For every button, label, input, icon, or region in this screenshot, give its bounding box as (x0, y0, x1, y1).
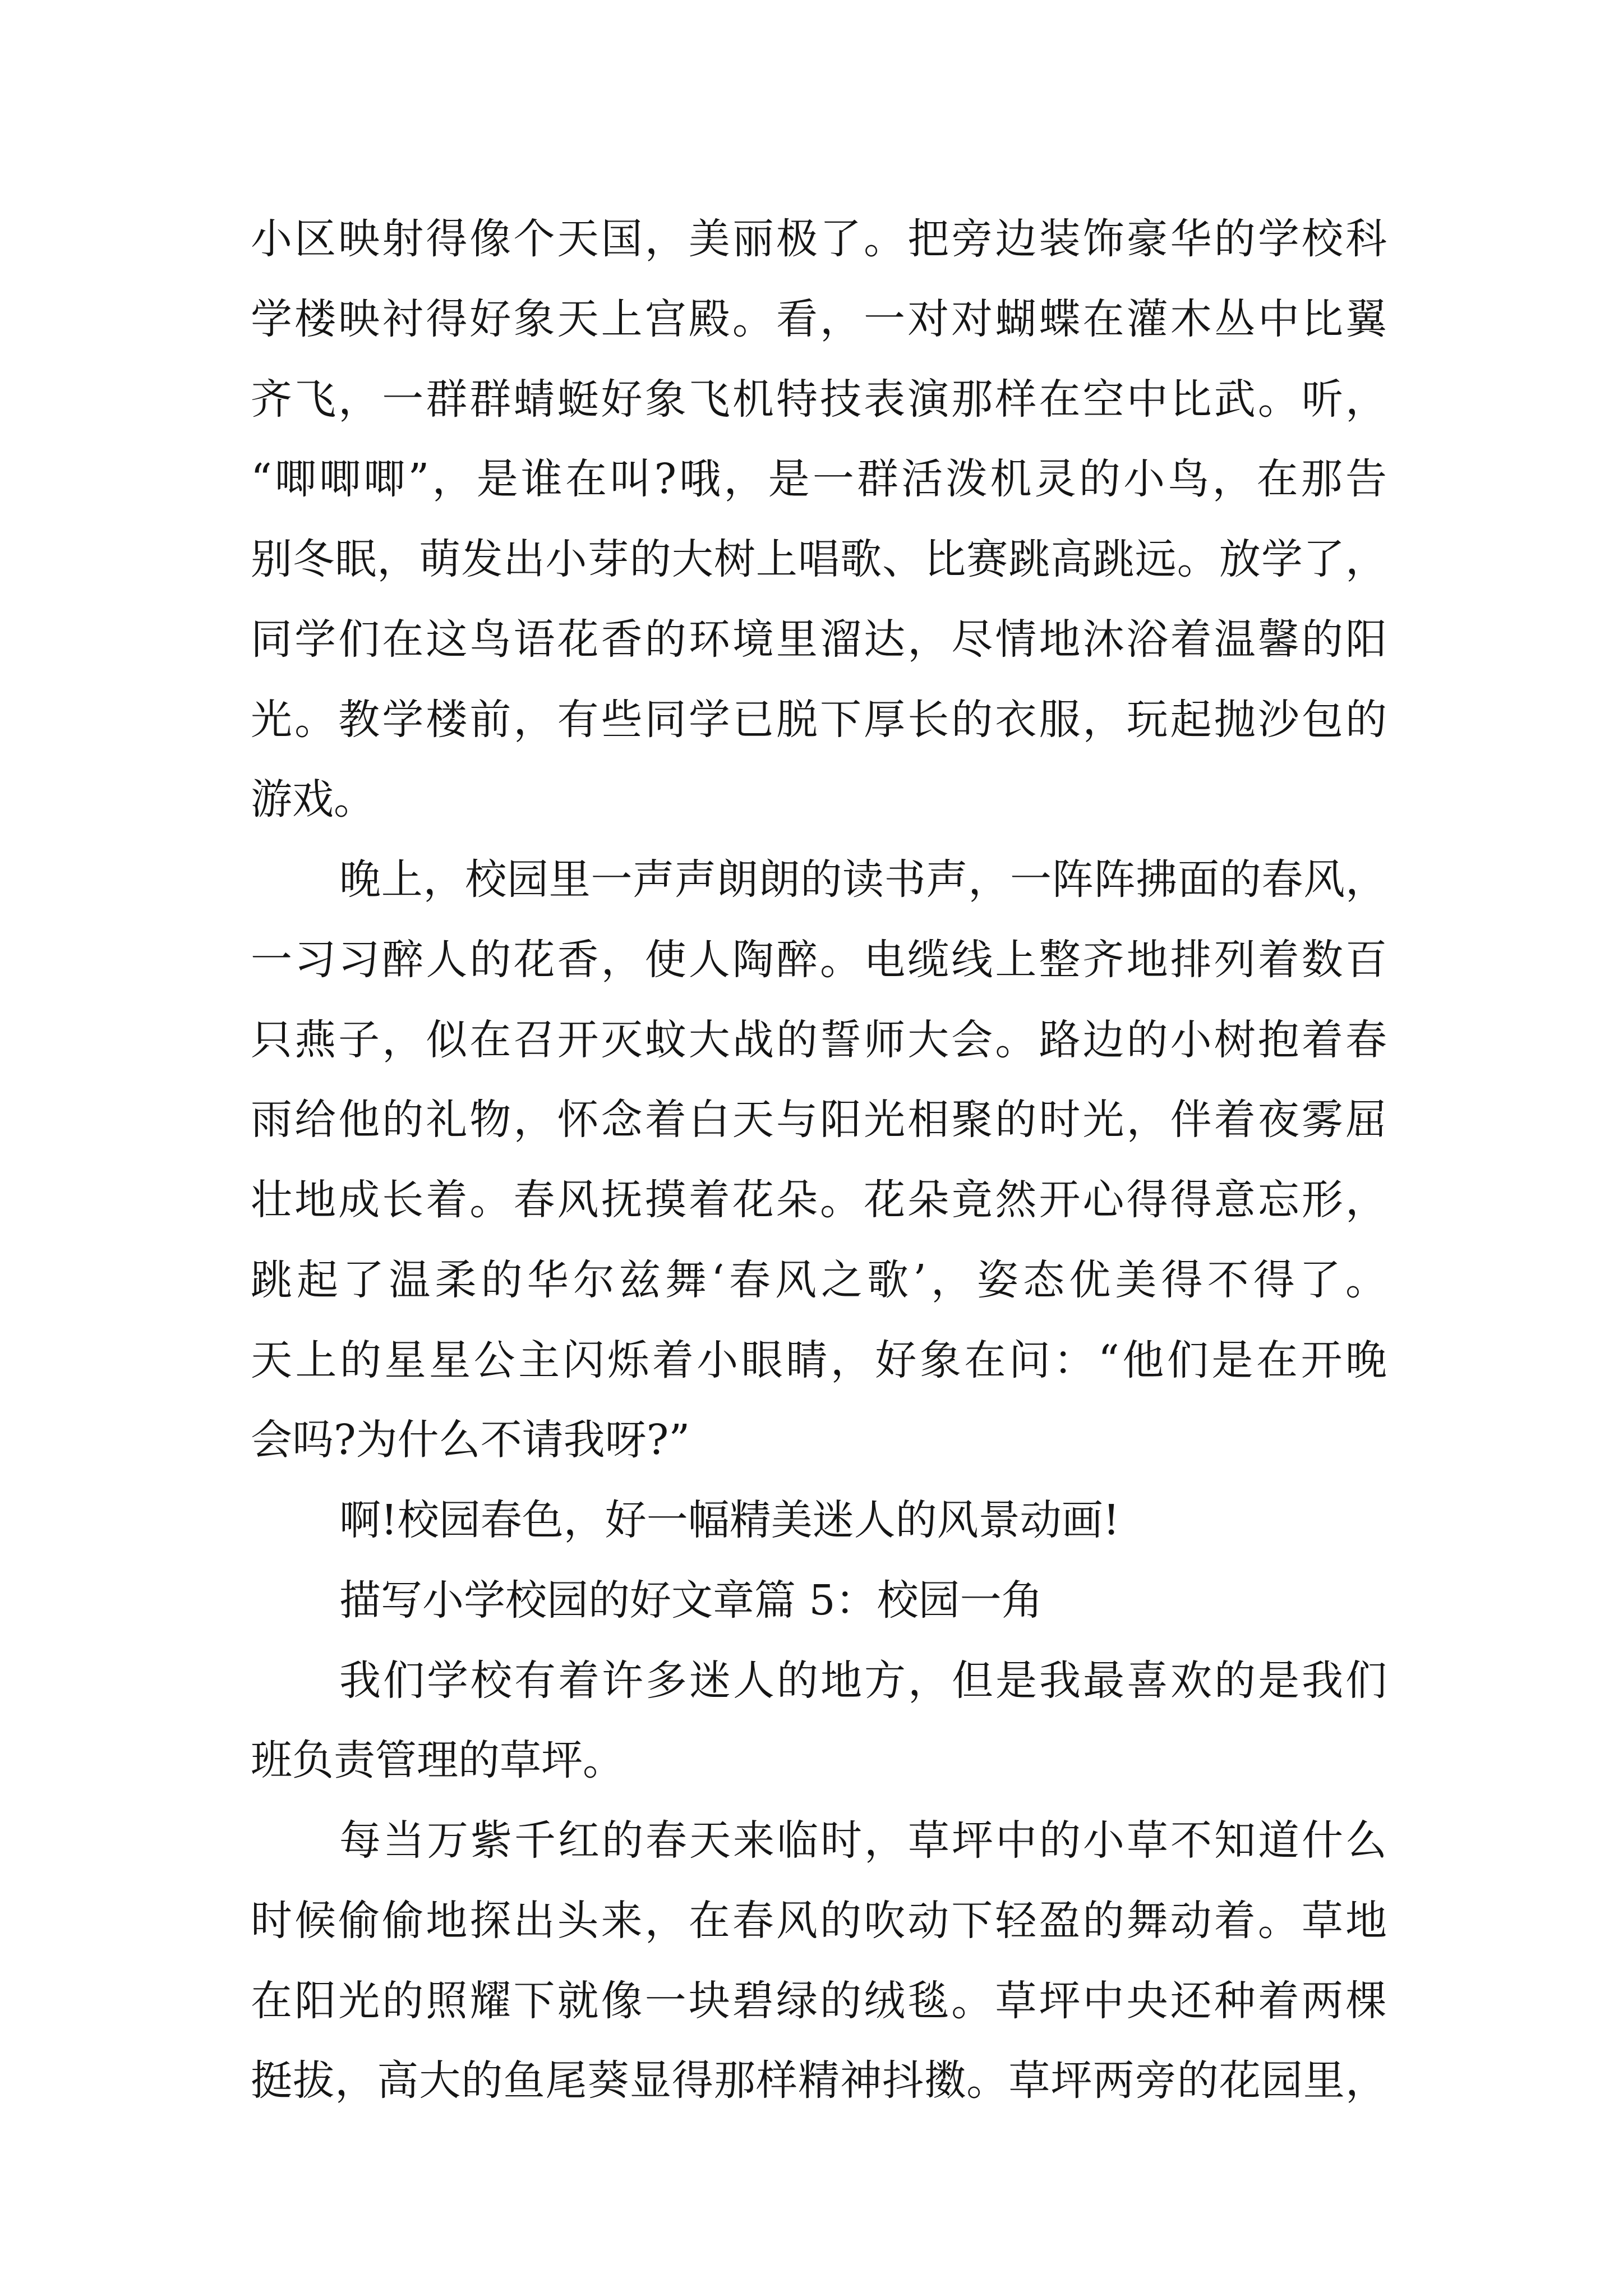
text-line: 跳起了温柔的华尔兹舞‘春风之歌’，姿态优美得不得了。 (251, 1255, 1387, 1304)
text-line: 时候偷偷地探出头来，在春风的吹动下轻盈的舞动着。草地 (251, 1896, 1387, 1945)
text-line: 描写小学校园的好文章篇 5：校园一角 (339, 1576, 1043, 1625)
text-line: 班负责管理的草坪。 (251, 1736, 624, 1785)
text-line: 只燕子，似在召开灭蚊大战的誓师大会。路边的小树抱着春 (251, 1015, 1387, 1064)
text-line: “唧唧唧”，是谁在叫?哦，是一群活泼机灵的小鸟，在那告 (251, 455, 1387, 504)
text-line: 别冬眠，萌发出小芽的大树上唱歌、比赛跳高跳远。放学了， (251, 535, 1387, 583)
text-line: 会吗?为什么不请我呀?” (251, 1416, 690, 1465)
text-line: 小区映射得像个天国，美丽极了。把旁边装饰豪华的学校科 (251, 215, 1387, 263)
paragraph (251, 840, 1387, 1480)
text-line: 游戏。 (251, 775, 375, 824)
text-line: 天上的星星公主闪烁着小眼睛，好象在问：“他们是在开晚 (251, 1336, 1387, 1384)
paragraph (251, 199, 1387, 840)
text-line: 啊!校园春色，好一幅精美迷人的风景动画! (339, 1496, 1120, 1544)
text-line: 光。教学楼前，有些同学已脱下厚长的衣服，玩起抛沙包的 (251, 695, 1387, 744)
text-line: 晚上，校园里一声声朗朗的读书声，一阵阵拂面的春风， (339, 855, 1387, 904)
text-line: 齐飞，一群群蜻蜓好象飞机特技表演那样在空中比武。听， (251, 375, 1387, 424)
text-line: 雨给他的礼物，怀念着白天与阳光相聚的时光，伴着夜雾屈 (251, 1096, 1387, 1144)
text-line: 挺拔，高大的鱼尾葵显得那样精神抖擞。草坪两旁的花园里， (251, 2056, 1387, 2105)
text-line: 一习习醉人的花香，使人陶醉。电缆线上整齐地排列着数百 (251, 935, 1387, 984)
paragraph (251, 1641, 1387, 1801)
paragraph (251, 1480, 1387, 1561)
text-line: 学楼映衬得好象天上宫殿。看，一对对蝴蝶在灌木丛中比翼 (251, 295, 1387, 343)
text-line: 在阳光的照耀下就像一块碧绿的绒毯。草坪中央还种着两棵 (251, 1976, 1387, 2025)
text-line: 每当万紫千红的春天来临时，草坪中的小草不知道什么 (339, 1816, 1387, 1865)
text-line: 我们学校有着许多迷人的地方，但是我最喜欢的是我们 (339, 1656, 1387, 1705)
text-line: 同学们在这鸟语花香的环境里溜达，尽情地沐浴着温馨的阳 (251, 615, 1387, 664)
section-heading (251, 1561, 1387, 1641)
paragraph (251, 1801, 1387, 2121)
text-line: 壮地成长着。春风抚摸着花朵。花朵竟然开心得得意忘形， (251, 1176, 1387, 1224)
body-text (251, 199, 1387, 2121)
